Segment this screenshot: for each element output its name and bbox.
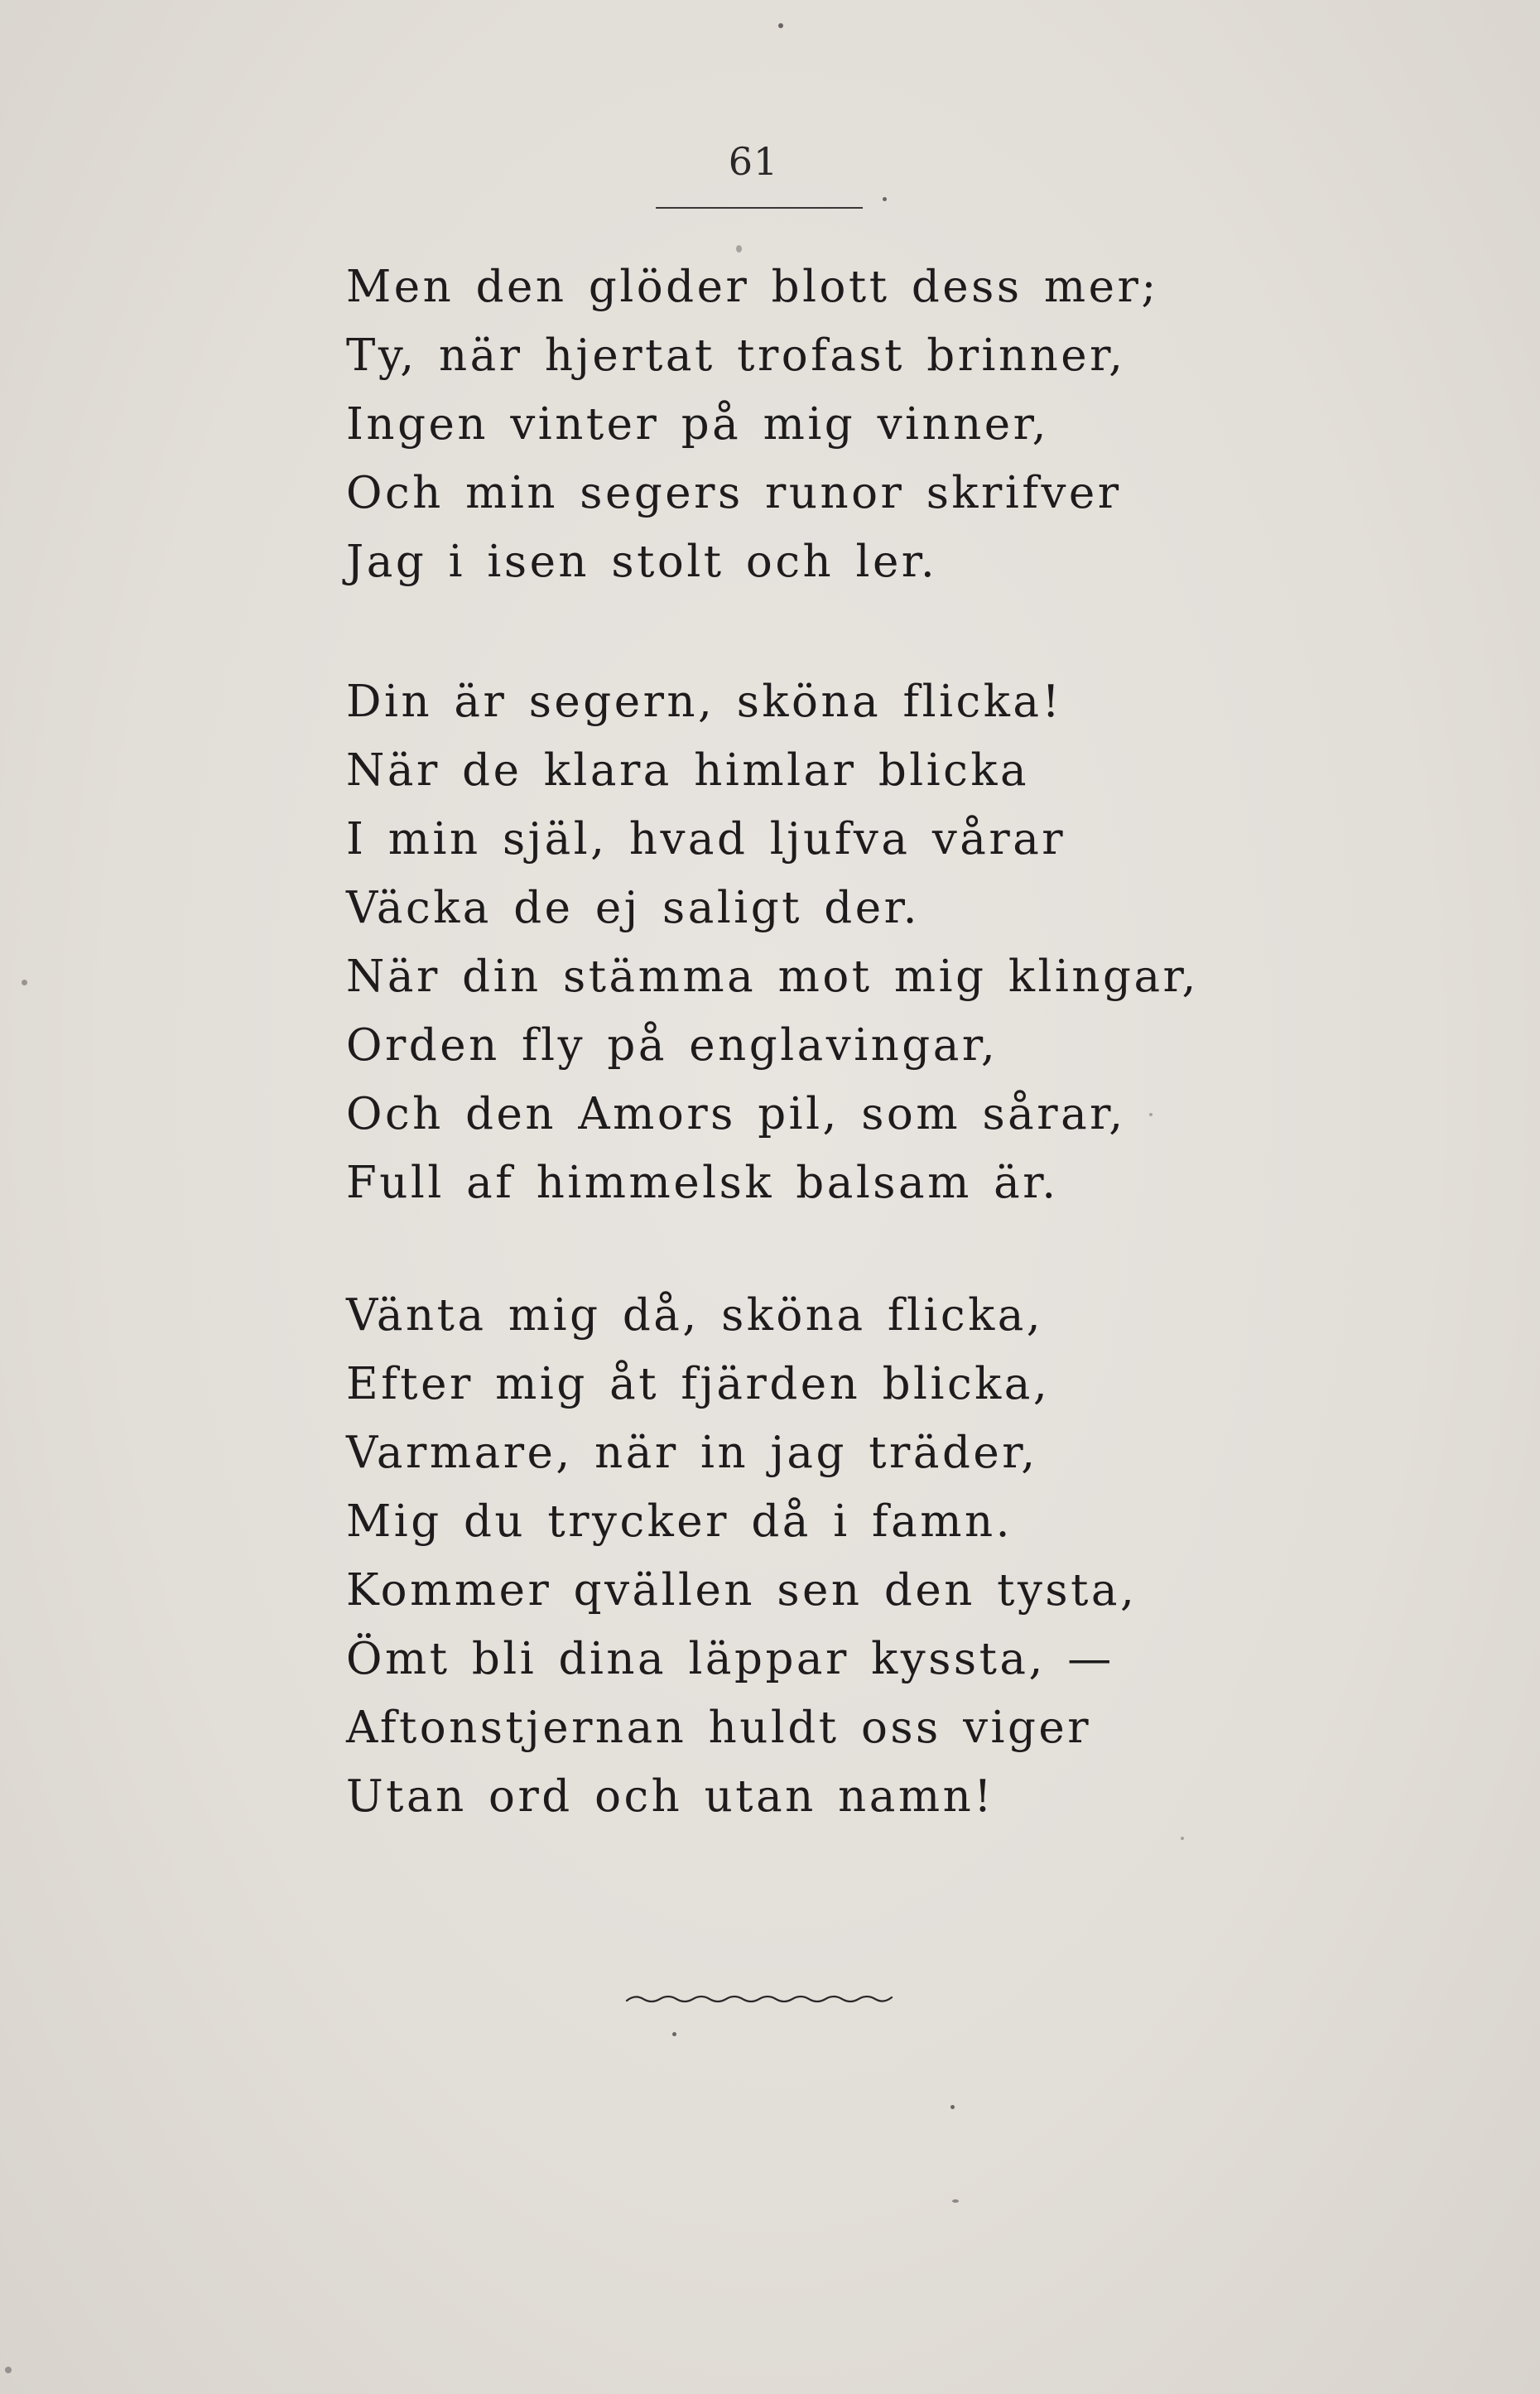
stanza-1 — [346, 253, 1159, 596]
verse-line: Utan ord och utan namn! — [346, 1771, 995, 1822]
verse-line: Vänta mig då, sköna flicka, — [346, 1290, 1044, 1341]
verse-line: När de klara himlar blicka — [346, 745, 1030, 796]
verse-line: Efter mig åt fjärden blicka, — [346, 1359, 1051, 1409]
verse-line: Och min segers runor skrifver — [346, 468, 1122, 518]
verse-line: Jag i isen stolt och ler. — [346, 537, 938, 587]
verse-line: Mig du trycker då i famn. — [346, 1496, 1013, 1547]
verse-line: Ingen vinter på mig vinner, — [346, 399, 1049, 450]
paper-speck — [5, 2367, 12, 2373]
paper-speck — [1149, 1113, 1153, 1116]
stanza-3 — [346, 1281, 1137, 1831]
verse-line: Ömt bli dina läppar kyssta, — — [346, 1634, 1114, 1684]
paper-speck — [672, 2032, 676, 2036]
verse-line: Och den Amors pil, som sårar, — [346, 1089, 1126, 1139]
verse-line: I min själ, hvad ljufva vårar — [346, 814, 1066, 865]
paper-speck — [952, 2199, 959, 2203]
paper-speck — [950, 2105, 955, 2109]
verse-line: Full af himmelsk balsam är. — [346, 1158, 1059, 1208]
verse-line: Kommer qvällen sen den tysta, — [346, 1565, 1138, 1616]
paper-speck — [22, 980, 27, 985]
paper-speck — [736, 245, 742, 253]
paper-speck — [1181, 1837, 1184, 1840]
verse-line: Ty, när hjertat trofast brinner, — [346, 330, 1126, 381]
verse-line: Men den glöder blott dess mer; — [346, 262, 1159, 312]
paper-speck — [778, 23, 783, 28]
stanza-2 — [346, 667, 1199, 1217]
page-number: 61 — [728, 139, 779, 184]
verse-line: Varmare, när in jag träder, — [346, 1428, 1038, 1478]
header-rule — [656, 207, 863, 209]
verse-line: Din är segern, sköna flicka! — [346, 677, 1063, 727]
verse-line: Aftonstjernan huldt oss viger — [346, 1703, 1092, 1753]
wavy-line-tailpiece-icon — [625, 1989, 898, 2009]
verse-line: När din stämma mot mig klingar, — [346, 951, 1199, 1002]
paper-speck — [883, 197, 887, 201]
verse-line: Väcka de ej saligt der. — [346, 883, 920, 933]
verse-line: Orden fly på englavingar, — [346, 1020, 999, 1071]
